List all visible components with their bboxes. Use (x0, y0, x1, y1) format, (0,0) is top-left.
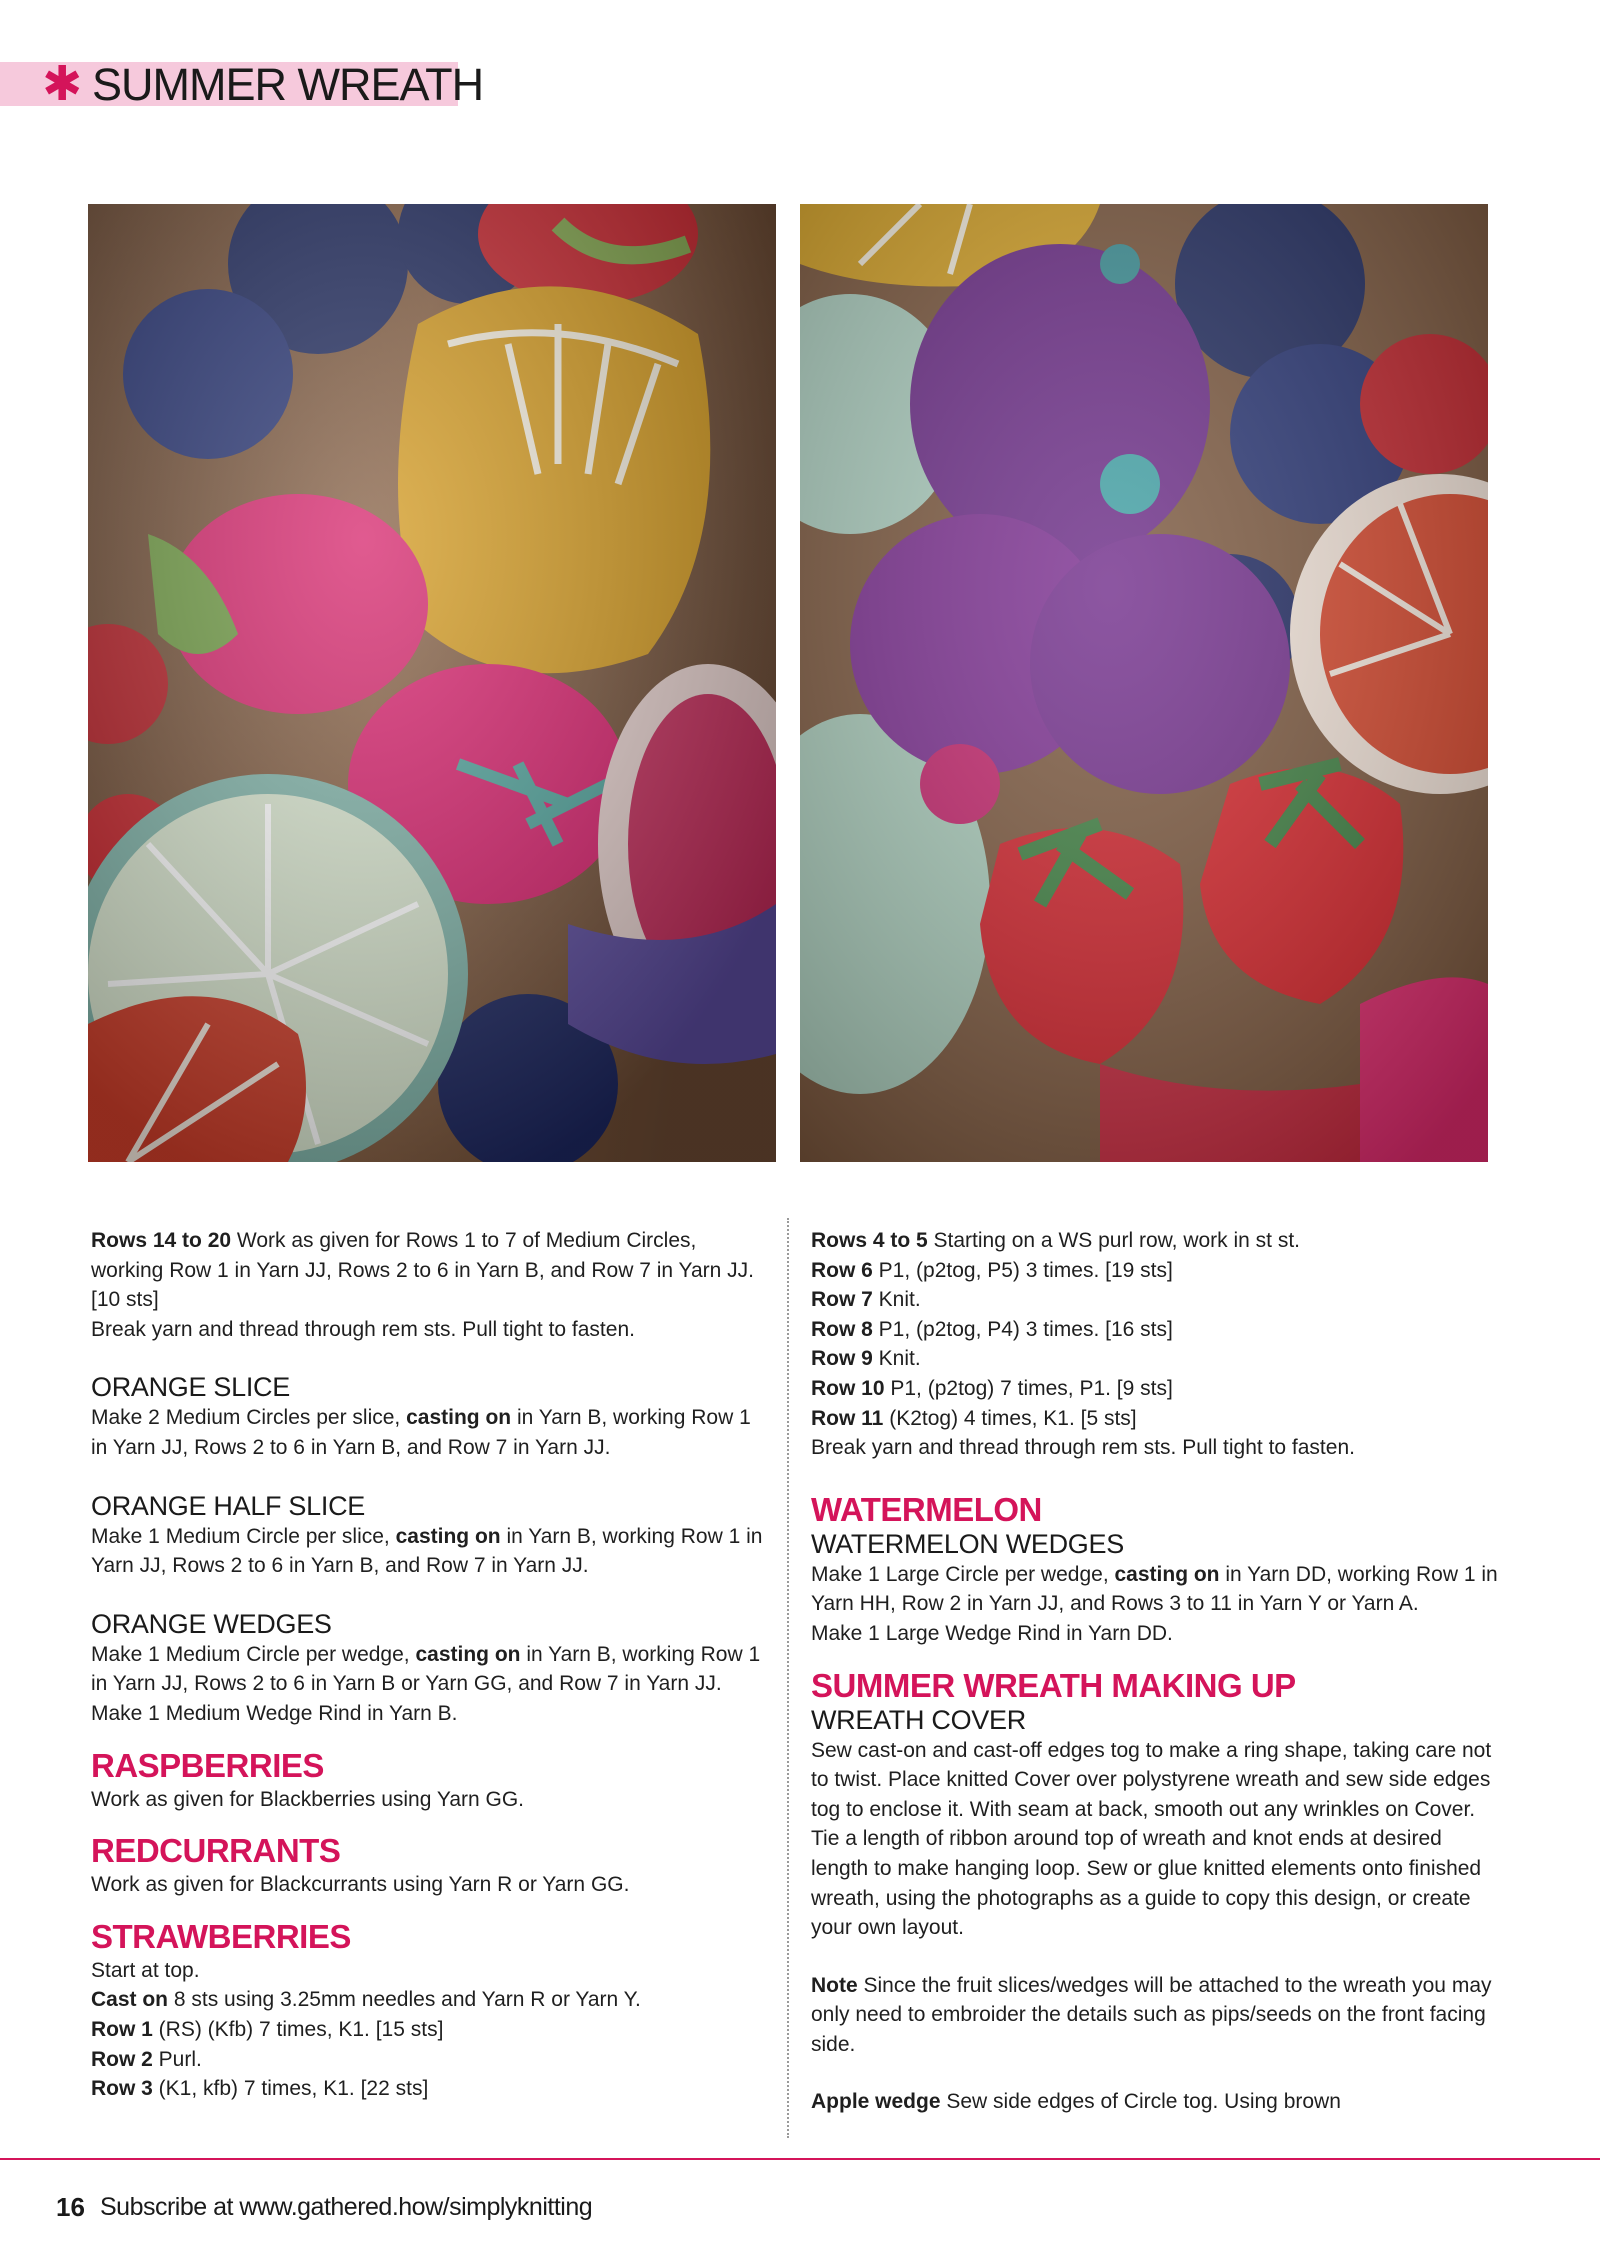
strawberry-row-line (811, 1404, 1501, 1434)
orange-slice-block (91, 1372, 771, 1462)
orange-wedges-pre: Make 1 Medium Circle per wedge, (91, 1642, 416, 1666)
watermelon-pre: Make 1 Large Circle per wedge, (811, 1562, 1115, 1586)
orange-half-slice-text (91, 1522, 771, 1581)
watermelon-heading: WATERMELON (811, 1490, 1042, 1528)
column-divider (787, 1218, 789, 2138)
redcurrants-heading: REDCURRANTS (91, 1832, 341, 1870)
cast-on-label: Cast on (91, 1988, 169, 2012)
orange-wedges-block (91, 1609, 771, 1729)
strawberry-row-line (811, 1374, 1501, 1404)
rows-14-20-break: Break yarn and thread through rem sts. Pull tight to fasten. (91, 1317, 635, 1341)
row-label: Row 7 (811, 1288, 873, 1312)
strawberries-start: Start at top. (91, 1958, 200, 1982)
strawberry-rows-break: Break yarn and thread through rem sts. Pull tight to fasten. (811, 1436, 1355, 1460)
apple-wedge-label: Apple wedge (811, 2090, 941, 2114)
strawberries-block (91, 1918, 771, 2104)
row-2-label: Row 2 (91, 2047, 153, 2071)
watermelon-text (811, 1560, 1501, 1619)
row-1-label: Row 1 (91, 2017, 153, 2041)
orange-half-bold: casting on (395, 1524, 501, 1548)
knitted-fruit-photo-right (800, 204, 1488, 1162)
watermelon-block (811, 1491, 1501, 1649)
apple-wedge-body: Sew side edges of Circle tog. Using brown (940, 2090, 1341, 2114)
redcurrants-text: Work as given for Blackcurrants using Yarn R or Yarn GG. (91, 1873, 630, 1897)
orange-wedges-heading: ORANGE WEDGES (91, 1608, 332, 1639)
strawberry-row-line (811, 1285, 1501, 1315)
strawberries-heading: STRAWBERRIES (91, 1917, 351, 1955)
strawberry-row-line (811, 1226, 1501, 1256)
row-text: Starting on a WS purl row, work in st st. (927, 1229, 1301, 1252)
photo-right-illustration (800, 204, 1488, 1162)
row-text: P1, (p2tog, P5) 3 times. [19 sts] (872, 1258, 1173, 1282)
redcurrants-block (91, 1832, 771, 1900)
making-up-heading: SUMMER WREATH MAKING UP (811, 1666, 1296, 1704)
orange-slice-bold: casting on (406, 1406, 512, 1430)
orange-slice-post: in Yarn B, working Row 1 in Yarn JJ, Rows 2 to 6 in Yarn B, and Row 7 in Yarn JJ. (91, 1406, 751, 1459)
footer-rule (0, 2158, 1600, 2160)
orange-half-pre: Make 1 Medium Circle per slice, (91, 1524, 396, 1548)
watermelon-rind: Make 1 Large Wedge Rind in Yarn DD. (811, 1621, 1173, 1645)
rows-14-20-instructions: Work as given for Rows 1 to 7 of Medium Circles, working Row 1 in Yarn JJ, Rows 2 to 6 in Yarn B, and Row 7 in Yarn JJ. [10 sts] (91, 1229, 754, 1312)
watermelon-bold: casting on (1114, 1562, 1220, 1586)
page-number: 16 (56, 2192, 85, 2222)
note-text (811, 1971, 1501, 2060)
strawberry-row-line (811, 1256, 1501, 1286)
row-1-text: (RS) (Kfb) 7 times, K1. [15 sts] (152, 2017, 444, 2041)
rows-14-20-label: Rows 14 to 20 (91, 1229, 232, 1252)
strawberry-rows-list (811, 1226, 1501, 1433)
subscribe-link[interactable]: Subscribe at www.gathered.how/simplyknitting (100, 2193, 593, 2221)
strawberries-row-3 (91, 2074, 771, 2104)
note-body: Since the fruit slices/wedges will be attached to the wreath you may only need to embroider the details such as pips/seeds on the front facing side. (811, 1973, 1492, 2056)
row-label: Rows 4 to 5 (811, 1229, 928, 1252)
row-2-text: Purl. (152, 2047, 202, 2071)
apple-wedge-block (811, 2087, 1501, 2117)
wreath-cover-text: Sew cast-on and cast-off edges tog to make a ring shape, taking care not to twist. Place knitted Cover over polystyrene wreath and sew side edges tog to enclose it. With seam at back, smooth out any wrinkles on Cover. Tie a length of ribbon around top of wreath and knot ends at desired length to make hanging loop. Sew or glue knitted elements onto finished wreath, using the photographs as a guide to copy this design, or create your own layout. (811, 1738, 1492, 1940)
orange-half-slice-heading: ORANGE HALF SLICE (91, 1490, 365, 1521)
page-title: SUMMER WREATH (92, 59, 484, 110)
orange-slice-text (91, 1403, 771, 1462)
row-text: P1, (p2tog, P4) 3 times. [16 sts] (872, 1317, 1173, 1341)
strawberries-cast-on (91, 1985, 771, 2015)
strawberries-row-1 (91, 2015, 771, 2045)
row-label: Row 10 (811, 1376, 885, 1400)
note-block (811, 1971, 1501, 2060)
making-up-block (811, 1667, 1501, 1943)
watermelon-post: in Yarn DD, working Row 1 in Yarn HH, Row 2 in Yarn JJ, and Rows 3 to 11 in Yarn Y or Yarn A. (811, 1562, 1498, 1616)
raspberries-heading: RASPBERRIES (91, 1746, 324, 1784)
row-text: Knit. (872, 1288, 921, 1312)
cast-on-text: 8 sts using 3.25mm needles and Yarn R or Yarn Y. (168, 1988, 641, 2012)
strawberry-row-line (811, 1315, 1501, 1345)
rows-14-20-text (91, 1226, 771, 1315)
orange-wedges-bold: casting on (415, 1642, 521, 1666)
row-text: (K2tog) 4 times, K1. [5 sts] (883, 1406, 1137, 1430)
wreath-cover-heading: WREATH COVER (811, 1704, 1026, 1735)
orange-slice-pre: Make 2 Medium Circles per slice, (91, 1406, 407, 1430)
orange-wedges-post: in Yarn B, working Row 1 in Yarn JJ, Rows 2 to 6 in Yarn B or Yarn GG, and Row 7 in Yarn JJ. (91, 1642, 761, 1696)
watermelon-wedges-heading: WATERMELON WEDGES (811, 1528, 1124, 1559)
row-label: Row 8 (811, 1317, 873, 1341)
raspberries-block (91, 1747, 771, 1815)
row-text: Knit. (872, 1347, 921, 1371)
orange-slice-heading: ORANGE SLICE (91, 1372, 290, 1403)
rows-14-20-block (91, 1226, 771, 1344)
orange-half-post: in Yarn B, working Row 1 in Yarn JJ, Rows 2 to 6 in Yarn B, and Row 7 in Yarn JJ. (91, 1524, 763, 1578)
raspberries-text: Work as given for Blackberries using Yarn GG. (91, 1787, 525, 1811)
row-3-label: Row 3 (91, 2077, 153, 2101)
right-column (811, 1226, 1501, 2117)
strawberries-row-2 (91, 2045, 771, 2075)
row-text: P1, (p2tog) 7 times, P1. [9 sts] (884, 1376, 1173, 1400)
row-label: Row 6 (811, 1258, 873, 1282)
asterisk-icon: ✱ (42, 56, 83, 112)
row-3-text: (K1, kfb) 7 times, K1. [22 sts] (152, 2077, 429, 2101)
strawberry-rows-block (811, 1226, 1501, 1463)
note-label: Note (811, 1973, 858, 1997)
orange-wedges-text (91, 1640, 771, 1699)
orange-wedges-rind: Make 1 Medium Wedge Rind in Yarn B. (91, 1701, 458, 1725)
row-label: Row 11 (811, 1406, 884, 1430)
left-column (91, 1226, 771, 2104)
knitted-fruit-photo-left (88, 204, 776, 1162)
row-label: Row 9 (811, 1347, 873, 1371)
orange-half-slice-block (91, 1491, 771, 1581)
apple-wedge-text (811, 2087, 1501, 2117)
photo-left-illustration (88, 204, 776, 1162)
strawberry-row-line (811, 1344, 1501, 1374)
